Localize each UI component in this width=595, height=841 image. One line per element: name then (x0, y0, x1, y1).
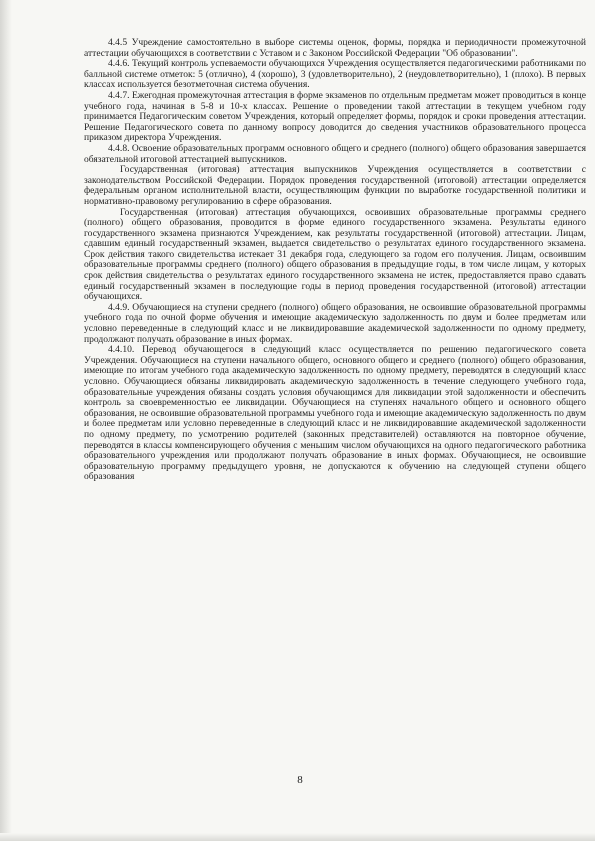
scan-left-edge (0, 0, 12, 841)
page-number: 8 (297, 774, 303, 786)
paragraph-4-4-10: 4.4.10. Перевод обучающегося в следующий класс осуществляется по решению педагогического совета Учреждения. Обучающиеся на ступени начального общего, основного общего и среднего (полного) общего образования, имеющие по итогам учебного года академическую задолженность по одному предмету, переводятся в следующий класс условно. Обучающиеся обязаны ликвидировать академическую задолженность в течение следующего учебного года, образовательные учреждения обязаны создать условия обучающимся для ликвидации этой задолженности и обеспечить контроль за своевременностью ее ликвидации. Обучающиеся на ступенях начального общего и основного общего образования, не освоившие образовательной программы учебного года и имеющие академическую задолженность по двум и более предметам или условно переведенные в следующий класс и не ликвидировавшие академической задолженности по одному предмету, по усмотрению родителей (законных представителей) оставляются на повторное обучение, переводятся в классы компенсирующего обучения с меньшим числом обучающихся на одного педагогического работника образовательного учреждения или продолжают получать образование в иных формах. Обучающиеся, не освоившие образовательную программу предыдущего уровня, не допускаются к обучению на следующей ступени общего образования (84, 344, 586, 483)
paragraph-4-4-6: 4.4.6. Текущий контроль успеваемости обучающихся Учреждения осуществляется педагогическими работниками по балльной системе отметок: 5 (отлично), 4 (хорошо), 3 (удовлетворительно), 2 (неудовлетворительно), 1 (плохо). В первых классах используется безотметочная система обучения. (84, 58, 586, 91)
scan-bottom-edge (0, 833, 595, 841)
paragraph-unified-exam: Государственная (итоговая) аттестация обучающихся, освоивших образовательные программы среднего (полного) общего образования, проводится в форме единого государственного экзамена. Результаты единого государственного экзамена признаются Учреждением, как результаты государственной (итоговой) аттестации. Лицам, сдавшим единый государственный экзамен, выдается свидетельство о результатах единого государственного экзамена. Срок действия такого свидетельства истекает 31 декабря года, следующего за годом его получения. Лицам, освоившим образовательные программы среднего (полного) общего образования в предыдущие годы, в том числе лицам, у которых срок действия свидетельства о результатах единого государственного экзамена не истек, предоставляется право сдавать единый государственный экзамен в последующие годы в период проведения государственной (итоговой) аттестации обучающихся. (84, 206, 586, 303)
paragraph-4-4-7: 4.4.7. Ежегодная промежуточная аттестация в форме экзаменов по отдельным предметам может проводиться в конце учебного года, начиная в 5-8 и 10-х классах. Решение о проведении такой аттестации в текущем учебном году принимается Педагогическим советом Учреждения, который определяет формы, порядок и сроки проведения аттестации. Решение Педагогического совета по данному вопросу доводится до сведения участников образовательного процесса приказом директора Учреждения. (84, 89, 586, 144)
paragraph-4-4-9: 4.4.9. Обучающиеся на ступени среднего (полного) общего образования, не освоившие образовательной программы учебного года по очной форме обучения и имеющие академическую задолженность по двум и более предметам или условно переведенные в следующий класс и не ликвидировавшие академической задолженности по одному предмету, продолжают получать образование в иных формах. (84, 301, 586, 345)
document-body (84, 38, 586, 738)
paragraph-state-attestation: Государственная (итоговая) аттестация выпускников Учреждения осуществляется в соответствии с законодательством Российской Федерации. Порядок проведения государственной (итоговой) аттестации определяется федеральным органом исполнительной власти, осуществляющим функции по выработке государственной политики и нормативно-правовому регулированию в сфере образования. (84, 164, 586, 207)
paragraph-4-4-5: 4.4.5 Учреждение самостоятельно в выборе системы оценок, формы, порядка и периодичности промежуточной аттестации обучающихся в соответствии с Уставом и с Законом Российской Федерации "Об образовании". (84, 38, 586, 59)
paragraph-4-4-8: 4.4.8. Освоение образовательных программ основного общего и среднего (полного) общего образования завершается обязательной итоговой аттестацией выпускников. (84, 142, 586, 165)
